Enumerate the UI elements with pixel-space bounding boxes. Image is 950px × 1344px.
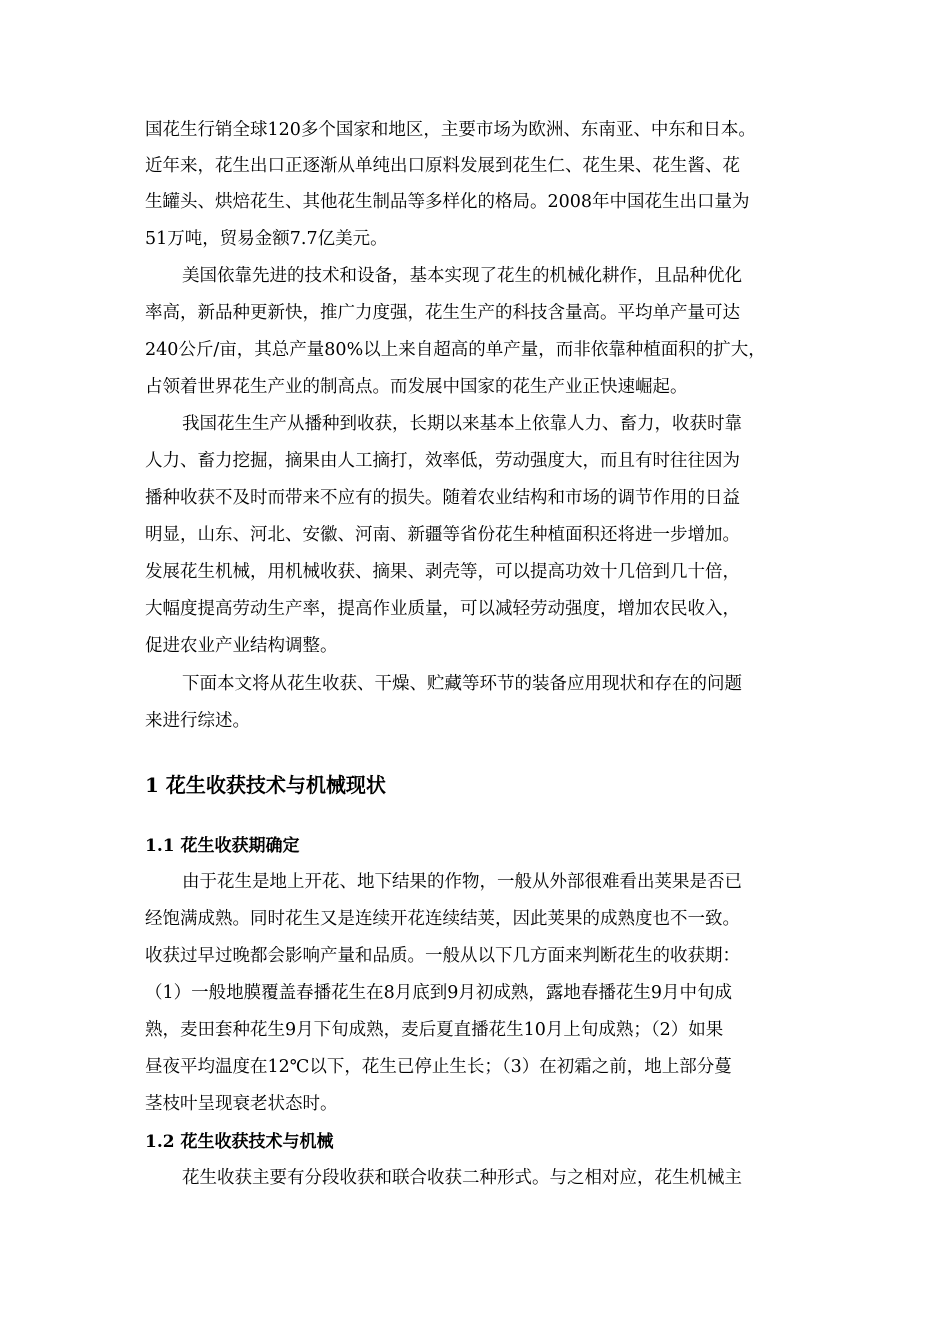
text-line: 昼夜平均温度在12℃以下，花生已停止生长；（3）在初霜之前，地上部分蔓 bbox=[145, 1057, 732, 1077]
text-line: 播种收获不及时而带来不应有的损失。随着农业结构和市场的调节作用的日益 bbox=[145, 488, 740, 508]
text-line: （1）一般地膜覆盖春播花生在8月底到9月初成熟，露地春播花生9月中旬成 bbox=[145, 983, 733, 1003]
text-line: 240公斤/亩，其总产量80%以上来自超高的单产量，而非依靠种植面积的扩大， bbox=[145, 340, 766, 360]
text-line: 由于花生是地上开花、地下结果的作物，一般从外部很难看出荚果是否已 bbox=[182, 872, 742, 892]
text-line: 人力、畜力挖掘，摘果由人工摘打，效率低，劳动强度大，而且有时往往因为 bbox=[145, 451, 740, 471]
text-line: 率高，新品种更新快，推广力度强，花生生产的科技含量高。平均单产量可达 bbox=[145, 303, 740, 323]
text-line: 茎枝叶呈现衰老状态时。 bbox=[145, 1094, 338, 1114]
text-line: 花生收获主要有分段收获和联合收获二种形式。与之相对应，花生机械主 bbox=[182, 1168, 742, 1188]
subsection-heading: 1.1 花生收获期确定 bbox=[145, 836, 300, 856]
text-line: 经饱满成熟。同时花生又是连续开花连续结荚，因此荚果的成熟度也不一致。 bbox=[145, 909, 740, 929]
subsection-heading: 1.2 花生收获技术与机械 bbox=[145, 1132, 334, 1152]
text-line: 近年来，花生出口正逐渐从单纯出口原料发展到花生仁、花生果、花生酱、花 bbox=[145, 156, 740, 176]
section-heading: 1 花生收获技术与机械现状 bbox=[145, 773, 386, 797]
text-line: 占领着世界花生产业的制高点。而发展中国家的花生产业正快速崛起。 bbox=[145, 377, 688, 397]
text-line: 下面本文将从花生收获、干燥、贮藏等环节的装备应用现状和存在的问题 bbox=[182, 674, 742, 694]
text-line: 明显，山东、河北、安徽、河南、新疆等省份花生种植面积还将进一步增加。 bbox=[145, 525, 740, 545]
text-line: 收获过早过晚都会影响产量和品质。一般从以下几方面来判断花生的收获期： bbox=[145, 946, 740, 966]
text-line: 发展花生机械，用机械收获、摘果、剥壳等，可以提高功效十几倍到几十倍， bbox=[145, 562, 740, 582]
text-line: 熟，麦田套种花生9月下旬成熟，麦后夏直播花生10月上旬成熟；（2）如果 bbox=[145, 1020, 724, 1040]
text-line: 生罐头、烘焙花生、其他花生制品等多样化的格局。2008年中国花生出口量为 bbox=[145, 192, 750, 212]
text-line: 美国依靠先进的技术和设备，基本实现了花生的机械化耕作，且品种优化 bbox=[182, 266, 742, 286]
text-line: 促进农业产业结构调整。 bbox=[145, 636, 338, 656]
text-line: 51万吨，贸易金额7.7亿美元。 bbox=[145, 229, 388, 249]
text-line: 我国花生生产从播种到收获，长期以来基本上依靠人力、畜力，收获时靠 bbox=[182, 414, 742, 434]
text-line: 来进行综述。 bbox=[145, 711, 250, 731]
text-line: 国花生行销全球120多个国家和地区，主要市场为欧洲、东南亚、中东和日本。 bbox=[145, 120, 756, 140]
text-line: 大幅度提高劳动生产率，提高作业质量，可以减轻劳动强度，增加农民收入， bbox=[145, 599, 740, 619]
